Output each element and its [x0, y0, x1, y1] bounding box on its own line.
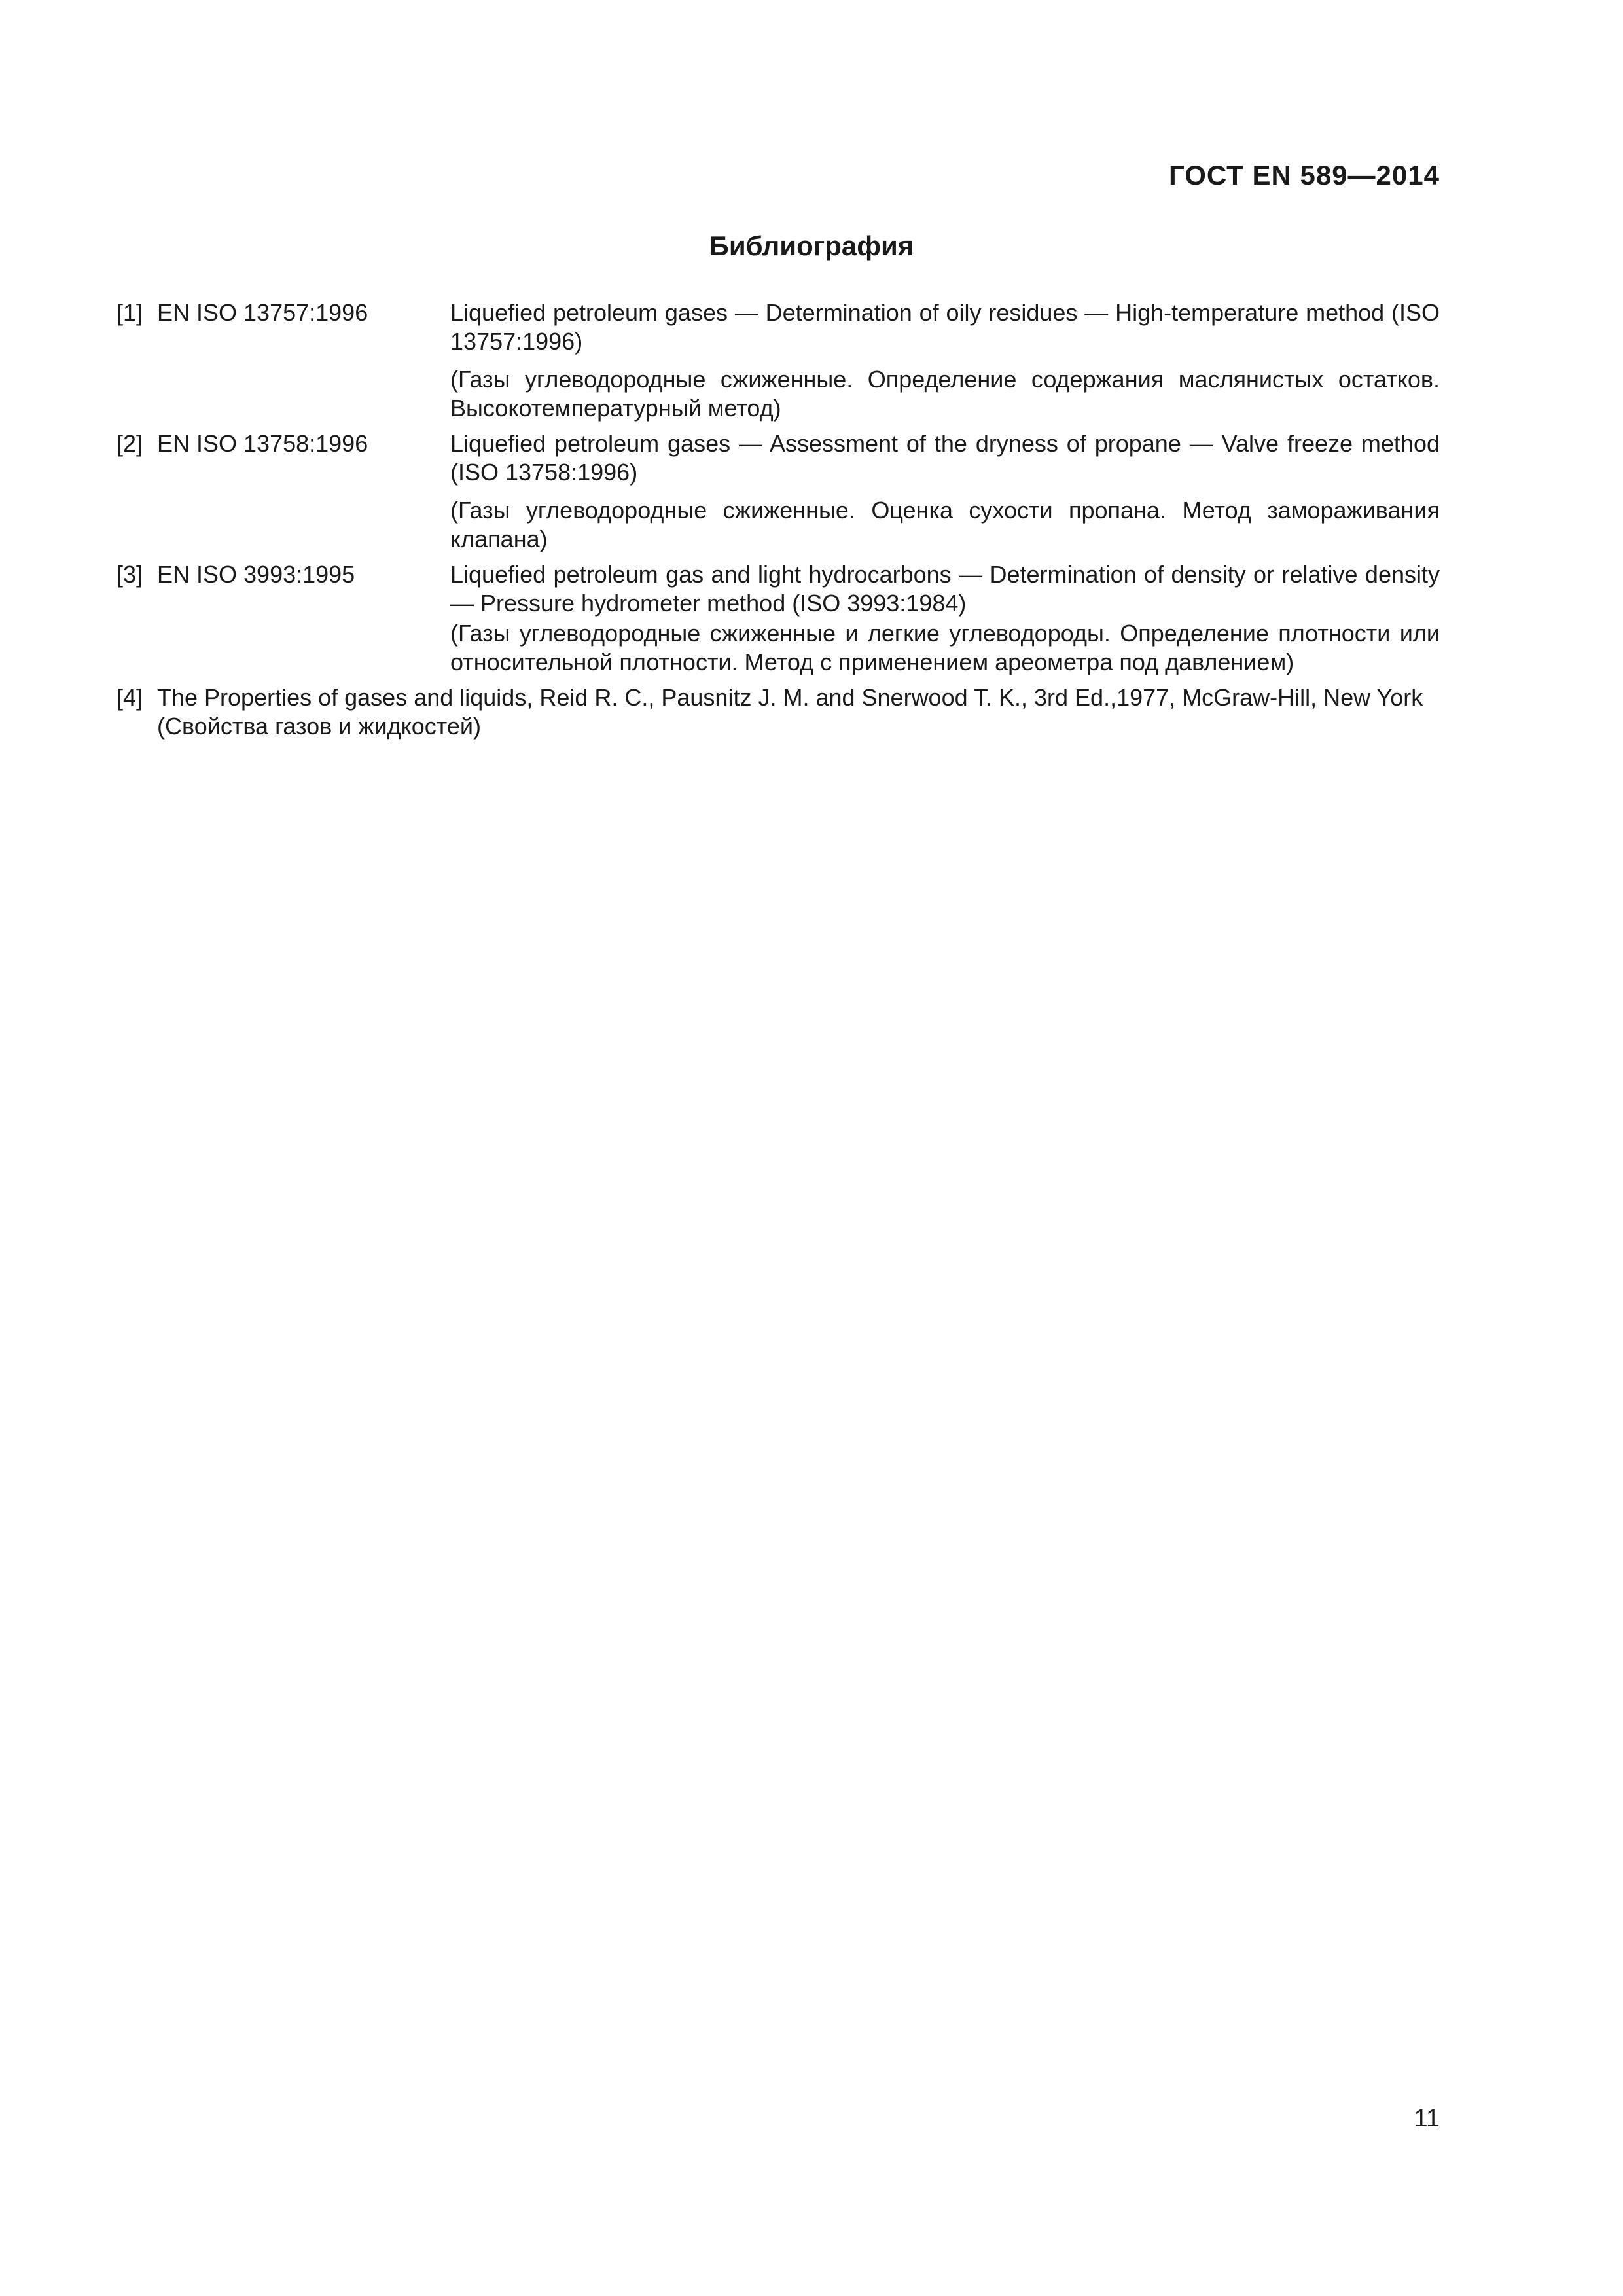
entry-description — [450, 560, 1440, 677]
standard-code: EN ISO 13758:1996 — [157, 430, 368, 457]
standard-code: EN ISO 13757:1996 — [157, 299, 368, 326]
title-english: Liquefied petroleum gases — Determination of oily residues — High-temperature method (ISO 13757:1996) — [450, 299, 1440, 355]
entry-number: [2] — [116, 430, 143, 457]
entry-description — [450, 429, 1440, 554]
title-russian: (Свойства газов и жидкостей) — [157, 713, 481, 740]
standard-code: EN ISO 3993:1995 — [157, 561, 355, 588]
section-title: Библиография — [709, 230, 914, 261]
title-english: Liquefied petroleum gases — Assessment of the dryness of propane — Valve freeze method (ISO 13758:1996) — [450, 430, 1440, 486]
entry-number: [3] — [116, 561, 143, 588]
entry-description — [157, 683, 1440, 741]
bibliography-list — [116, 298, 1440, 741]
bibliography-entry — [116, 560, 1440, 677]
title-russian: (Газы углеводородные сжиженные. Оценка сухости пропана. Метод замораживания клапана) — [450, 497, 1440, 552]
title-russian: (Газы углеводородные сжиженные и легкие углеводороды. Определение плотности или относительной плотности. Метод с применением ареометра под давлением) — [450, 620, 1440, 675]
bibliography-entry — [116, 683, 1440, 741]
title-english: Liquefied petroleum gas and light hydrocarbons — Determination of density or relative density — Pressure hydrometer method (ISO 3993:1984) — [450, 561, 1440, 617]
page-number: 11 — [1414, 2105, 1440, 2132]
entry-description — [450, 298, 1440, 423]
entry-number: [1] — [116, 299, 143, 326]
title-russian: (Газы углеводородные сжиженные. Определение содержания маслянистых остатков. Высокотемпературный метод) — [450, 366, 1440, 422]
entry-number: [4] — [116, 684, 143, 711]
bibliography-entry — [116, 298, 1440, 423]
document-code: ГОСТ EN 589—2014 — [1168, 160, 1440, 190]
bibliography-entry — [116, 429, 1440, 554]
title-english: The Properties of gases and liquids, Reid R. C., Pausnitz J. M. and Snerwood T. K., 3rd Ed.,1977, McGraw-Hill, New York — [157, 684, 1423, 711]
